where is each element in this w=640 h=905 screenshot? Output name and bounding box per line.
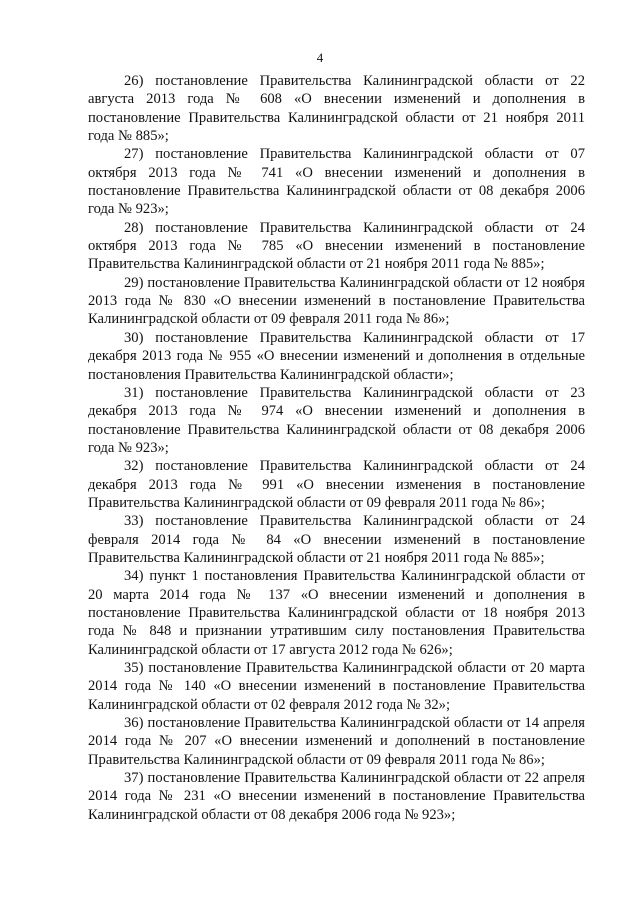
list-item-35: 35) постановление Правительства Калининградской области от 20 марта 2014 года № 140 «О внесении изменений в постановление Правительства Калининградской области от 02 февраля 2012 года № 32»;	[88, 660, 585, 713]
list-item-31: 31) постановление Правительства Калининградской области от 23 декабря 2013 года № 974 «О внесении изменений и дополнения в постановление Правительства Калининградской области от 08 декабря 2006 года № 923»;	[88, 384, 585, 456]
list-item-37: 37) постановление Правительства Калининградской области от 22 апреля 2014 года № 231 «О внесении изменений в постановление Правительства Калининградской области от 08 декабря 2006 года № 923»;	[88, 770, 585, 823]
list-item-28: 28) постановление Правительства Калининградской области от 24 октября 2013 года № 785 «О внесении изменений в постановление Правительства Калининградской области от 21 ноября 2011 года № 885»;	[88, 219, 585, 273]
document-body	[88, 72, 585, 824]
list-item-33: 33) постановление Правительства Калининградской области от 24 февраля 2014 года № 84 «О внесении изменений в постановление Правительства Калининградской области от 21 ноября 2011 года № 885»;	[88, 513, 585, 566]
list-item-32: 32) постановление Правительства Калининградской области от 24 декабря 2013 года № 991 «О внесении изменения в постановление Правительства Калининградской области от 09 февраля 2011 года № 86»;	[88, 458, 585, 511]
list-item-27: 27) постановление Правительства Калининградской области от 07 октября 2013 года № 741 «О внесении изменений и дополнения в постановление Правительства Калининградской области от 08 декабря 2006 года № 923»;	[88, 146, 585, 218]
list-item-36: 36) постановление Правительства Калининградской области от 14 апреля 2014 года № 207 «О внесении изменений и дополнений в постановление Правительства Калининградской области от 09 февраля 2011 года № 86»;	[88, 715, 585, 768]
page-number: 4	[316, 50, 324, 65]
list-item-26: 26) постановление Правительства Калининградской области от 22 августа 2013 года № 608 «О внесении изменений и дополнения в постановление Правительства Калининградской области от 21 ноября 2011 года № 885»;	[88, 73, 585, 145]
list-item-34: 34) пункт 1 постановления Правительства Калининградской области от 20 марта 2014 года № 137 «О внесении изменений и дополнения в постановление Правительства Калининградской области от 18 ноября 2013 года № 848 и признании утратившим силу постановления Правительства Калининградской области от 17 августа 2012 года № 626»;	[88, 568, 585, 658]
list-item-30: 30) постановление Правительства Калининградской области от 17 декабря 2013 года № 955 «О внесении изменений и дополнения в отдельные постановления Правительства Калининградской области»;	[88, 329, 585, 383]
list-item-29: 29) постановление Правительства Калининградской области от 12 ноября 2013 года № 830 «О внесении изменений в постановление Правительства Калининградской области от 09 февраля 2011 года № 86»;	[88, 274, 585, 328]
